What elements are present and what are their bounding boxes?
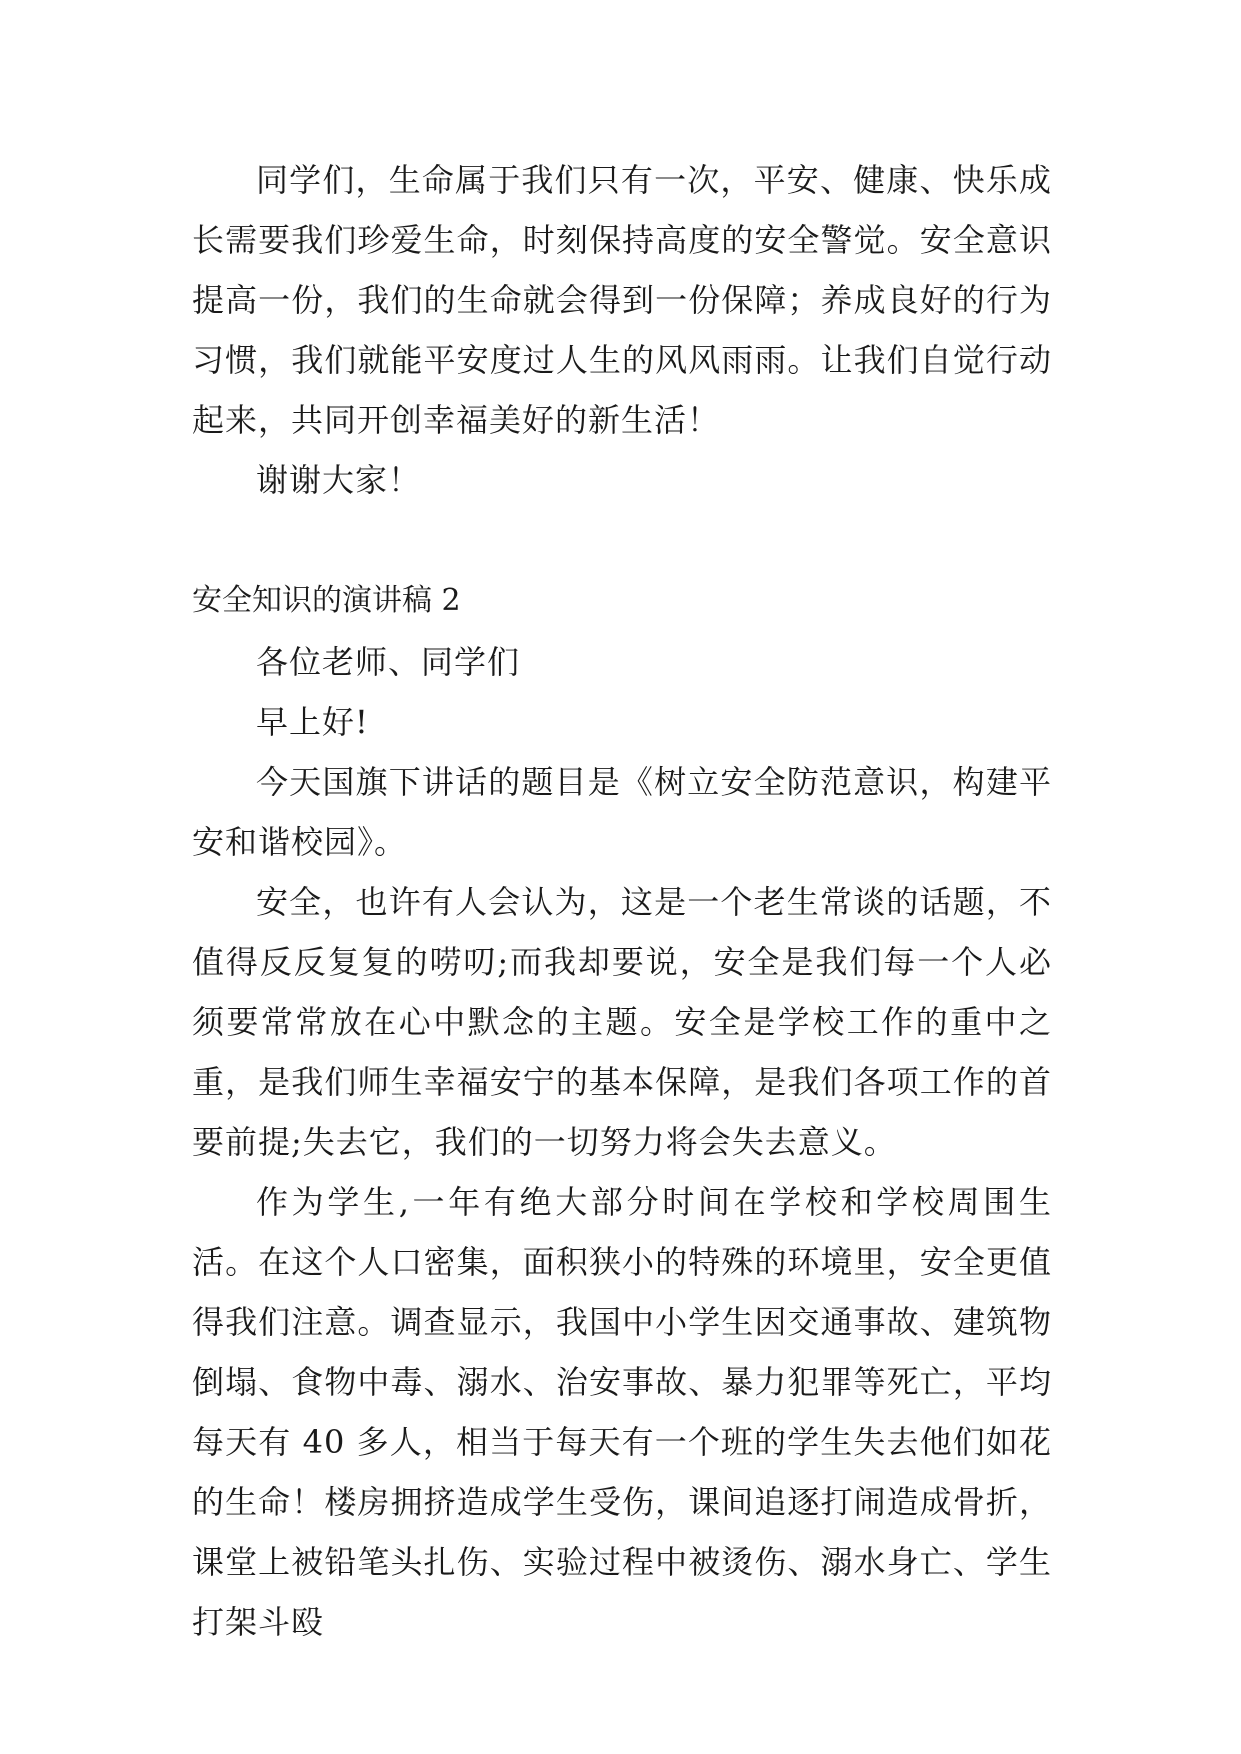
section-spacer — [192, 510, 1052, 570]
section-title: 安全知识的演讲稿 2 — [192, 583, 461, 618]
paragraph-salutation: 各位老师、同学们 — [256, 643, 521, 681]
paragraph: 今天国旗下讲话的题目是《树立安全防范意识，构建平安和谐校园》。 — [192, 763, 1052, 861]
paragraph-thanks: 谢谢大家！ — [256, 461, 422, 499]
paragraph: 同学们，生命属于我们只有一次，平安、健康、快乐成长需要我们珍爱生命，时刻保持高度的安全警觉。安全意识提高一份，我们的生命就会得到一份保障；养成良好的行为习惯，我们就能平安度过人生的风风雨雨。让我们自觉行动起来，共同开创幸福美好的新生活！ — [192, 161, 1052, 439]
paragraph-greeting: 早上好! — [256, 703, 369, 741]
paragraph: 作为学生,一年有绝大部分时间在学校和学校周围生活。在这个人口密集，面积狭小的特殊的环境里，安全更值得我们注意。调查显示，我国中小学生因交通事故、建筑物倒塌、食物中毒、溺水、治安事故、暴力犯罪等死亡，平均每天有 40 多人，相当于每天有一个班的学生失去他们如花的生命！楼房拥挤造成学生受伤，课间追逐打闹造成骨折，课堂上被铅笔头扎伤、实验过程中被烫伤、溺水身亡、学生打架斗殴 — [192, 1183, 1052, 1641]
paragraph: 安全，也许有人会认为，这是一个老生常谈的话题，不值得反反复复的唠叨;而我却要说，安全是我们每一个人必须要常常放在心中默念的主题。安全是学校工作的重中之重，是我们师生幸福安宁的基本保障，是我们各项工作的首要前提;失去它，我们的一切努力将会失去意义。 — [192, 883, 1052, 1161]
document-page — [192, 150, 1052, 1652]
